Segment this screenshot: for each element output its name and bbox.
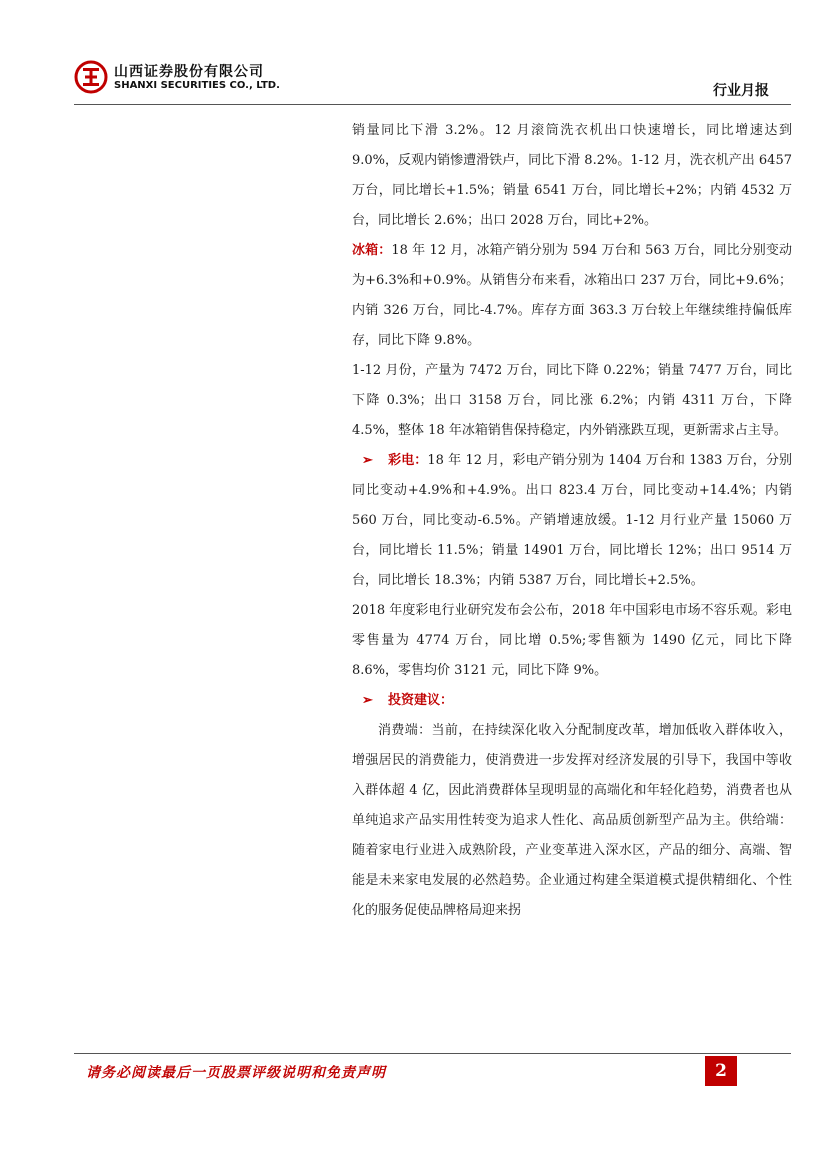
report-type: 行业月报: [713, 83, 769, 99]
company-name-cn: 山西证券股份有限公司: [114, 64, 264, 80]
tv-text: 18 年 12 月，彩电产销分别为 1404 万台和 1383 万台，分别同比变动+4.9%和+4.9%。出口 823.4 万台，同比变动+14.4%；内销 560 万台，同比变动-6.5%。产销增速放缓。1-12 月行业产量 15060 万台，同比增长 11.5%；销量 14901 万台，同比增长 12%；出口 9514 万台，同比增长 18.3%；内销 5387 万台，同比增长+2.5%。: [352, 453, 792, 588]
tv-paragraph: [352, 446, 792, 596]
page-number: 2: [705, 1056, 737, 1086]
investment-heading: [352, 686, 792, 716]
investment-paragraph: 消费端：当前，在持续深化收入分配制度改革，增加低收入群体收入，增强居民的消费能力，使消费进一步发挥对经济发展的引导下，我国中等收入群体超 4 亿，因此消费群体呈现明显的高端化和年轻化趋势，消费者也从单纯追求产品实用性转变为追求人性化、高品质创新型产品为主。供给端：随着家电行业进入成熟阶段，产业变革进入深水区，产品的细分、高端、智能是未来家电发展的必然趋势。企业通过构建全渠道模式提供精细化、个性化的服务促使品牌格局迎来拐: [352, 723, 792, 918]
investment-label: 投资建议：: [388, 693, 454, 708]
footer-divider: [74, 1053, 791, 1054]
fridge-annual-paragraph: 1-12 月份，产量为 7472 万台，同比下降 0.22%；销量 7477 万台，同比下降 0.3%；出口 3158 万台，同比涨 6.2%；内销 4311 万台，下降 4.5%，整体 18 年冰箱销售保持稳定，内外销涨跌互现，更新需求占主导。: [352, 363, 792, 438]
disclaimer-note: 请务必阅读最后一页股票评级说明和免责声明: [86, 1065, 386, 1081]
company-name-en: SHANXI SECURITIES CO., LTD.: [114, 80, 280, 91]
fridge-paragraph: [352, 236, 792, 356]
fridge-text: 18 年 12 月，冰箱产销分别为 594 万台和 563 万台，同比分别变动为+6.3%和+0.9%。从销售分布来看，冰箱出口 237 万台，同比+9.6%；内销 326 万台，同比-4.7%。库存方面 363.3 万台较上年继续维持偏低库存，同比下降 9.8%。: [352, 243, 792, 348]
company-emblem-icon: [74, 60, 108, 94]
tv-market-paragraph: 2018 年度彩电行业研究发布会公布，2018 年中国彩电市场不容乐观。彩电零售量为 4774 万台，同比增 0.5%;零售额为 1490 亿元，同比下降 8.6%，零售均价 3121 元，同比下降 9%。: [352, 603, 792, 678]
arrow-bullet-icon: ➢: [362, 453, 373, 468]
fridge-label: 冰箱：: [352, 243, 392, 258]
company-logo: [74, 58, 294, 98]
report-body: [352, 116, 792, 926]
arrow-bullet-icon: ➢: [362, 693, 373, 708]
tv-label: 彩电：: [388, 453, 428, 468]
washer-paragraph: 销量同比下滑 3.2%。12 月滚筒洗衣机出口快速增长，同比增速达到 9.0%，反观内销惨遭滑铁卢，同比下滑 8.2%。1-12 月，洗衣机产出 6457 万台，同比增长+1.5%；销量 6541 万台，同比增长+2%；内销 4532 万台，同比增长 2.6%；出口 2028 万台，同比+2%。: [352, 123, 792, 228]
header-divider: [74, 104, 791, 105]
